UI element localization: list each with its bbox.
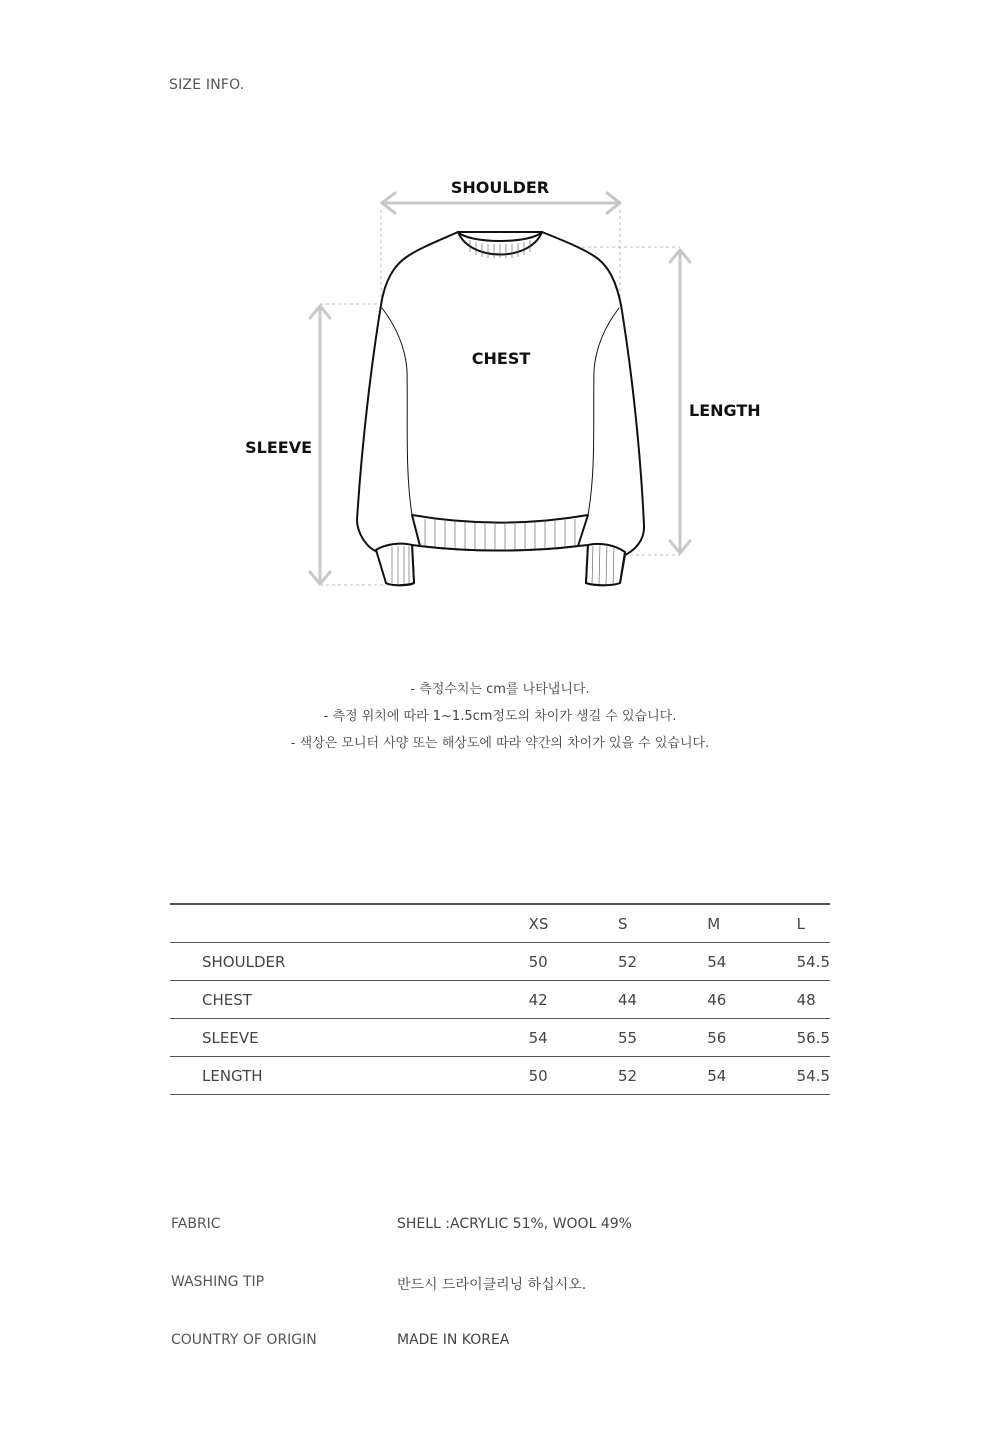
note-line: - 측정수치는 cm를 나타냅니다. — [410, 682, 590, 697]
measurement-notes — [0, 681, 1000, 762]
table-row — [170, 1057, 830, 1095]
table-header-cell: L — [797, 904, 830, 943]
table-cell: LENGTH — [170, 1057, 529, 1095]
table-cell: SHOULDER — [170, 943, 529, 981]
table-header-cell: S — [618, 904, 707, 943]
table-row — [170, 1019, 830, 1057]
table-cell: 46 — [707, 981, 796, 1019]
note-line: - 색상은 모니터 사양 또는 해상도에 따라 약간의 차이가 있을 수 있습니다. — [290, 736, 710, 751]
washing-tip-value: 반드시 드라이클리닝 하십시오. — [397, 1277, 587, 1293]
table-cell: 54.5 — [797, 943, 830, 981]
table-cell: 54 — [529, 1019, 618, 1057]
chest-label: CHEST — [471, 349, 531, 368]
table-row — [170, 943, 830, 981]
table-cell: 44 — [618, 981, 707, 1019]
section-title: SIZE INFO. — [169, 77, 245, 93]
table-cell: 54 — [707, 943, 796, 981]
table-cell: 56.5 — [797, 1019, 830, 1057]
table-cell: 56 — [707, 1019, 796, 1057]
table-header-row — [170, 904, 830, 943]
shoulder-label: SHOULDER — [450, 178, 550, 197]
table-cell: 48 — [797, 981, 830, 1019]
length-label: LENGTH — [689, 401, 761, 420]
table-cell: 55 — [618, 1019, 707, 1057]
table-cell: CHEST — [170, 981, 529, 1019]
size-table — [170, 903, 830, 1095]
fabric-value: SHELL :ACRYLIC 51%, WOOL 49% — [397, 1216, 632, 1232]
table-cell: 42 — [529, 981, 618, 1019]
table-cell: 52 — [618, 1057, 707, 1095]
washing-tip-label: WASHING TIP — [171, 1274, 265, 1290]
sweater-measurement-diagram — [0, 150, 1000, 620]
table-header-cell — [170, 904, 529, 943]
table-cell: 50 — [529, 943, 618, 981]
table-cell: 54.5 — [797, 1057, 830, 1095]
note-line: - 측정 위치에 따라 1~1.5cm정도의 차이가 생길 수 있습니다. — [323, 709, 677, 724]
table-cell: 52 — [618, 943, 707, 981]
table-cell: 54 — [707, 1057, 796, 1095]
sweater-outline — [357, 232, 644, 585]
table-cell: SLEEVE — [170, 1019, 529, 1057]
table-row — [170, 981, 830, 1019]
sleeve-label: SLEEVE — [245, 438, 312, 457]
origin-label: COUNTRY OF ORIGIN — [171, 1332, 317, 1348]
table-cell: 50 — [529, 1057, 618, 1095]
table-header-cell: M — [707, 904, 796, 943]
origin-value: MADE IN KOREA — [397, 1332, 510, 1348]
table-header-cell: XS — [529, 904, 618, 943]
fabric-label: FABRIC — [171, 1216, 221, 1232]
